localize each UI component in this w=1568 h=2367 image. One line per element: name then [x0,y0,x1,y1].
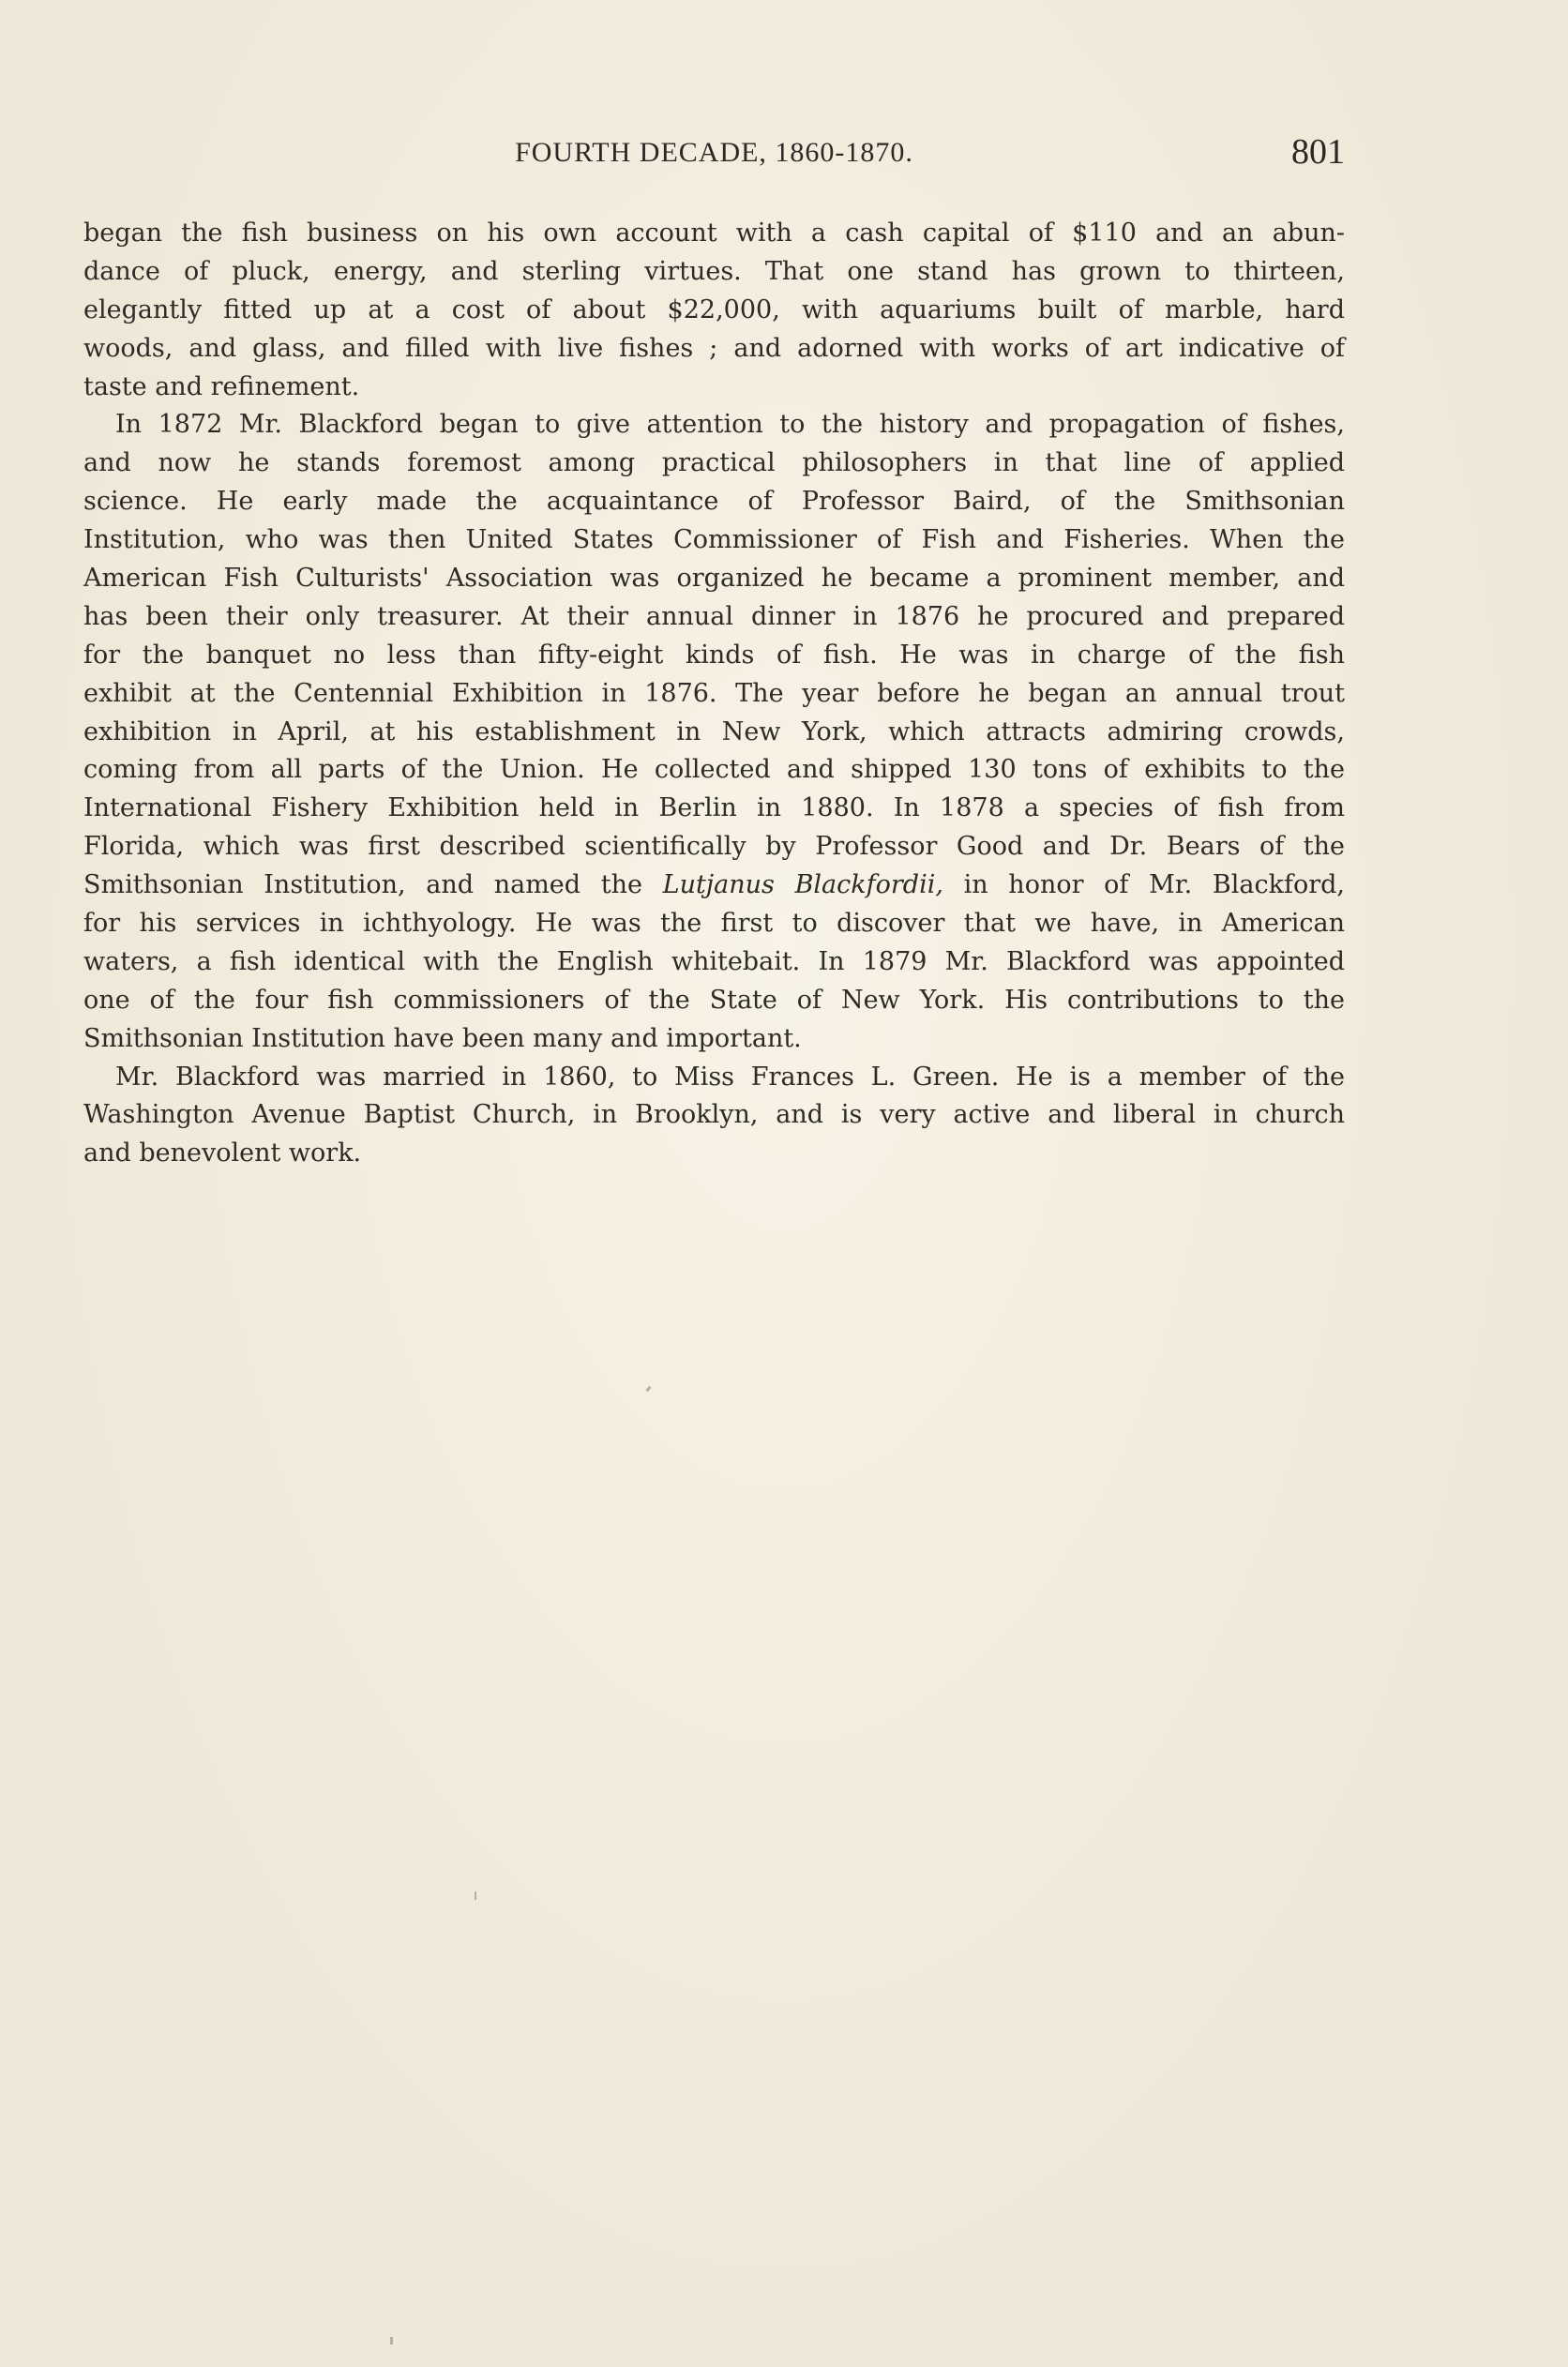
text-line: waters, a fish identical with the English whitebait. In 1879 Mr. Blackford was appointed [83,946,1345,976]
text-line: In 1872 Mr. Blackford began to give attention to the history and propagation of fishes, [115,410,1345,440]
text-line: has been their only treasurer. At their annual dinner in 1876 he procured and prepared [83,601,1345,631]
paragraph-3 [83,1059,1345,1174]
body-text [83,215,1345,1173]
text-line: American Fish Culturists' Association was organized he became a prominent member, and [83,564,1345,594]
text-line: Washington Avenue Baptist Church, in Brooklyn, and is very active and liberal in church [83,1100,1345,1130]
page-number: 801 [1291,132,1345,172]
text-line: and benevolent work. [83,1138,362,1168]
text-line: and now he stands foremost among practical philosophers in that line of applied [83,448,1345,478]
paper-speck [645,1386,651,1393]
text-line: elegantly fitted up at a cost of about $22,000, with aquariums built of marble, hard [83,294,1345,324]
paragraph-2 [83,406,1345,1058]
species-name: Lutjanus Blackfordii, [662,870,943,900]
text-line: for the banquet no less than fifty-eight kinds of fish. He was in charge of the fish [83,640,1345,670]
paper-speck [390,2337,393,2344]
text-line: Florida, which was first described scientifically by Professor Good and Dr. Bears of the [83,832,1345,862]
text-line: one of the four fish commissioners of the State of New York. His contributions to the [83,985,1345,1015]
text-line: began the fish business on his own account with a cash capital of $110 and an abun- [83,219,1345,248]
paper-speck [475,1892,476,1900]
text-line: Smithsonian Institution have been many and important. [83,1023,802,1053]
text-segment: in honor of Mr. Blackford, [942,870,1345,900]
text-line: Mr. Blackford was married in 1860, to Miss Frances L. Green. He is a member of the [115,1062,1345,1092]
text-line: science. He early made the acquaintance of Professor Baird, of the Smithsonian [83,487,1345,517]
paragraph-1 [83,215,1345,406]
text-line: Institution, who was then United States Commissioner of Fish and Fisheries. When the [83,525,1345,555]
running-title: FOURTH DECADE, 1860-1870. [515,137,913,168]
text-line: for his services in ichthyology. He was the first to discover that we have, in American [83,909,1345,939]
text-line: dance of pluck, energy, and sterling virtues. That one stand has grown to thirteen, [83,256,1345,286]
text-segment: Smithsonian Institution, and named the [83,870,663,900]
text-line: exhibition in April, at his establishment in New York, which attracts admiring crowds, [83,716,1345,746]
text-line: International Fishery Exhibition held in Berlin in 1880. In 1878 a species of fish from [83,793,1345,823]
text-line-with-italic [83,867,1345,905]
text-line: exhibit at the Centennial Exhibition in 1876. The year before he began an annual trout [83,678,1345,708]
text-line: coming from all parts of the Union. He collected and shipped 130 tons of exhibits to the [83,755,1345,785]
text-line: woods, and glass, and filled with live fishes ; and adorned with works of art indicative of [83,333,1345,363]
running-head [83,131,1345,178]
text-line: taste and refinement. [83,371,360,401]
